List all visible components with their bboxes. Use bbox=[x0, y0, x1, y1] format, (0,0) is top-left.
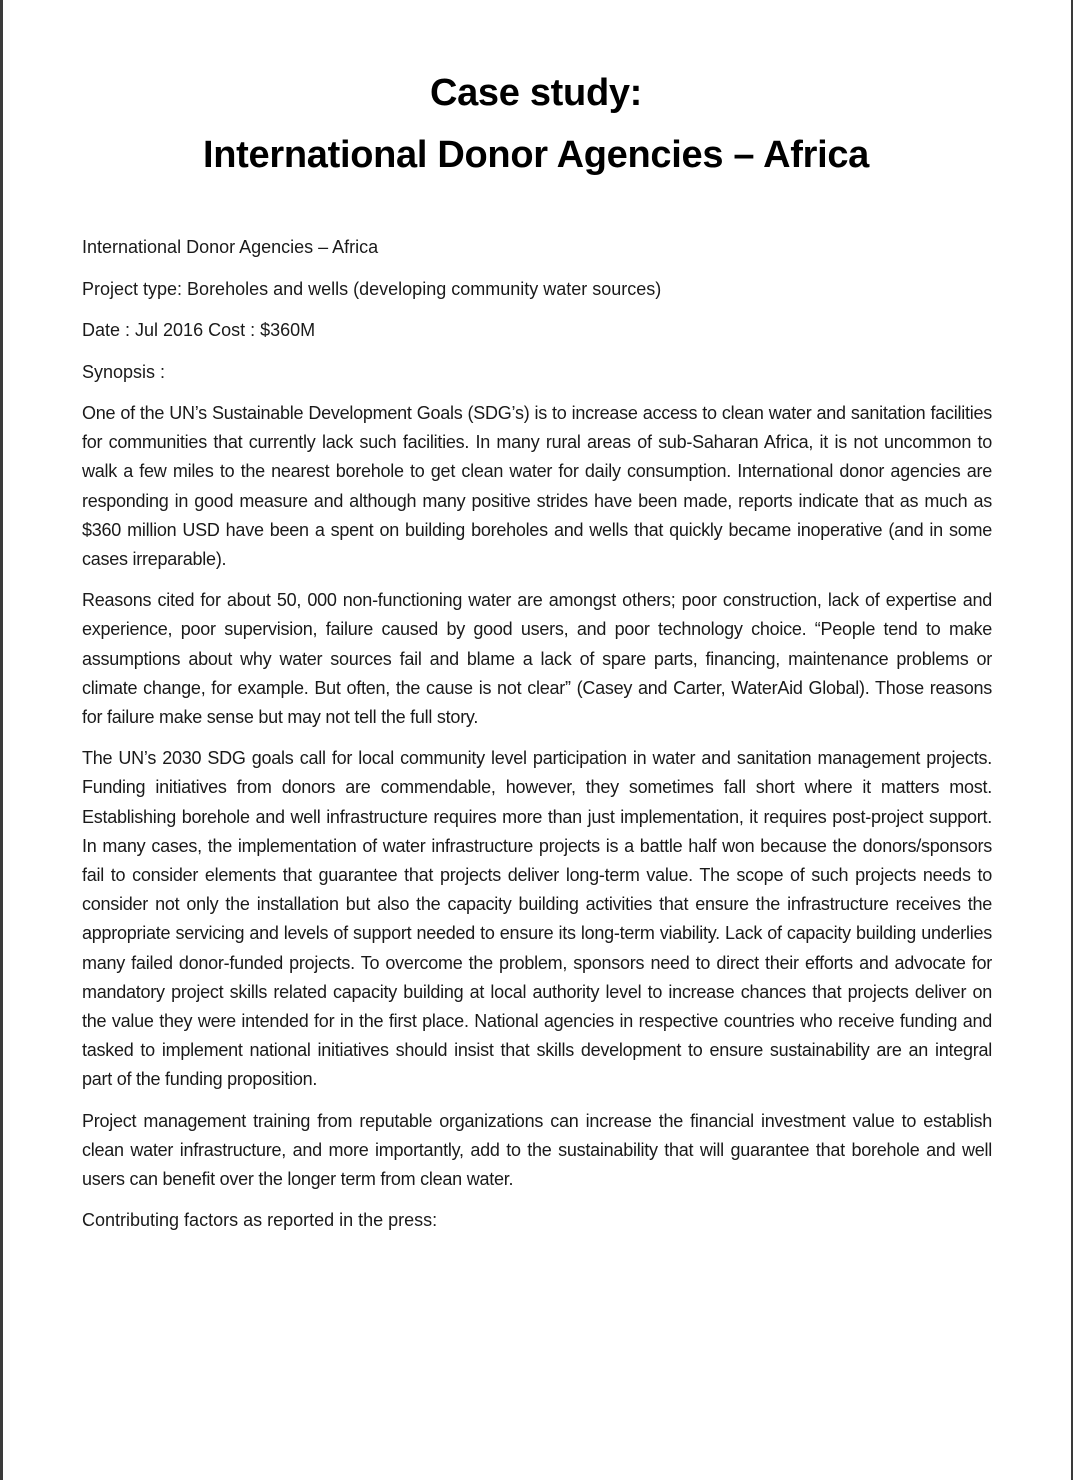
agency-line: International Donor Agencies – Africa bbox=[82, 237, 379, 257]
paragraph-training: Project management training from reputable organizations can increase the financial investment value to establish clean water infrastructure, and more importantly, add to the sustainability that will guarantee that borehole and well users can benefit over the longer term from clean water. bbox=[82, 1110, 992, 1190]
document-body bbox=[82, 233, 992, 1248]
title-line-2: International Donor Agencies – Africa bbox=[203, 134, 869, 176]
title-line-1: Case study: bbox=[429, 72, 643, 114]
contributing-factors-line: Contributing factors as reported in the press: bbox=[82, 1210, 438, 1231]
paragraph-2030-goals: The UN’s 2030 SDG goals call for local community level participation in water and sanitation management projects. Funding initiatives from donors are commendable, however, they sometimes fall short where it matters most. Establishing borehole and well infrastructure requires more than just implementation, it requires post-project support. In many cases, the implementation of water infrastructure projects is a battle half won because the donors/sponsors fail to consider elements that guarantee that projects deliver long-term value. The scope of such projects needs to consider not only the installation but also the capacity building activities that ensure the infrastructure receives the appropriate servicing and levels of support needed to ensure its long-term viability. Lack of capacity building underlies many failed donor-funded projects. To overcome the problem, sponsors need to direct their efforts and advocate for mandatory project skills related capacity building at local authority level to increase chances that projects deliver on the value they were intended for in the first place. National agencies in respective countries who receive funding and tasked to implement national initiatives should insist that skills development to ensure sustainability are an integral part of the funding proposition. bbox=[82, 748, 992, 1090]
synopsis-label: Synopsis : bbox=[82, 361, 166, 382]
page-border-right bbox=[1071, 0, 1073, 1480]
paragraph-sdg-intro: One of the UN’s Sustainable Development Goals (SDG’s) is to increase access to clean water and sanitation facilities for communities that currently lack such facilities. In many rural areas of sub-Saharan Africa, it is not uncommon to walk a few miles to the nearest borehole to get clean water for daily consumption. International donor agencies are responding in good measure and although many positive strides have been made, reports indicate that as much as $360 million USD have been a spent on building boreholes and wells that quickly became inoperative (and in some cases irreparable). bbox=[82, 403, 992, 570]
project-type-line: Project type: Boreholes and wells (developing community water sources) bbox=[82, 278, 662, 299]
date-cost-line: Date : Jul 2016 Cost : $360M bbox=[82, 320, 316, 340]
page-border-left bbox=[0, 0, 3, 1480]
paragraph-reasons: Reasons cited for about 50, 000 non-functioning water are amongst others; poor construction, lack of expertise and experience, poor supervision, failure caused by good users, and poor technology choice. “People tend to make assumptions about why water sources fail and blame a lack of spare parts, financing, maintenance problems or climate change, for example. But often, the cause is not clear” (Casey and Carter, WaterAid Global). Those reasons for failure make sense but may not tell the full story. bbox=[82, 590, 992, 728]
